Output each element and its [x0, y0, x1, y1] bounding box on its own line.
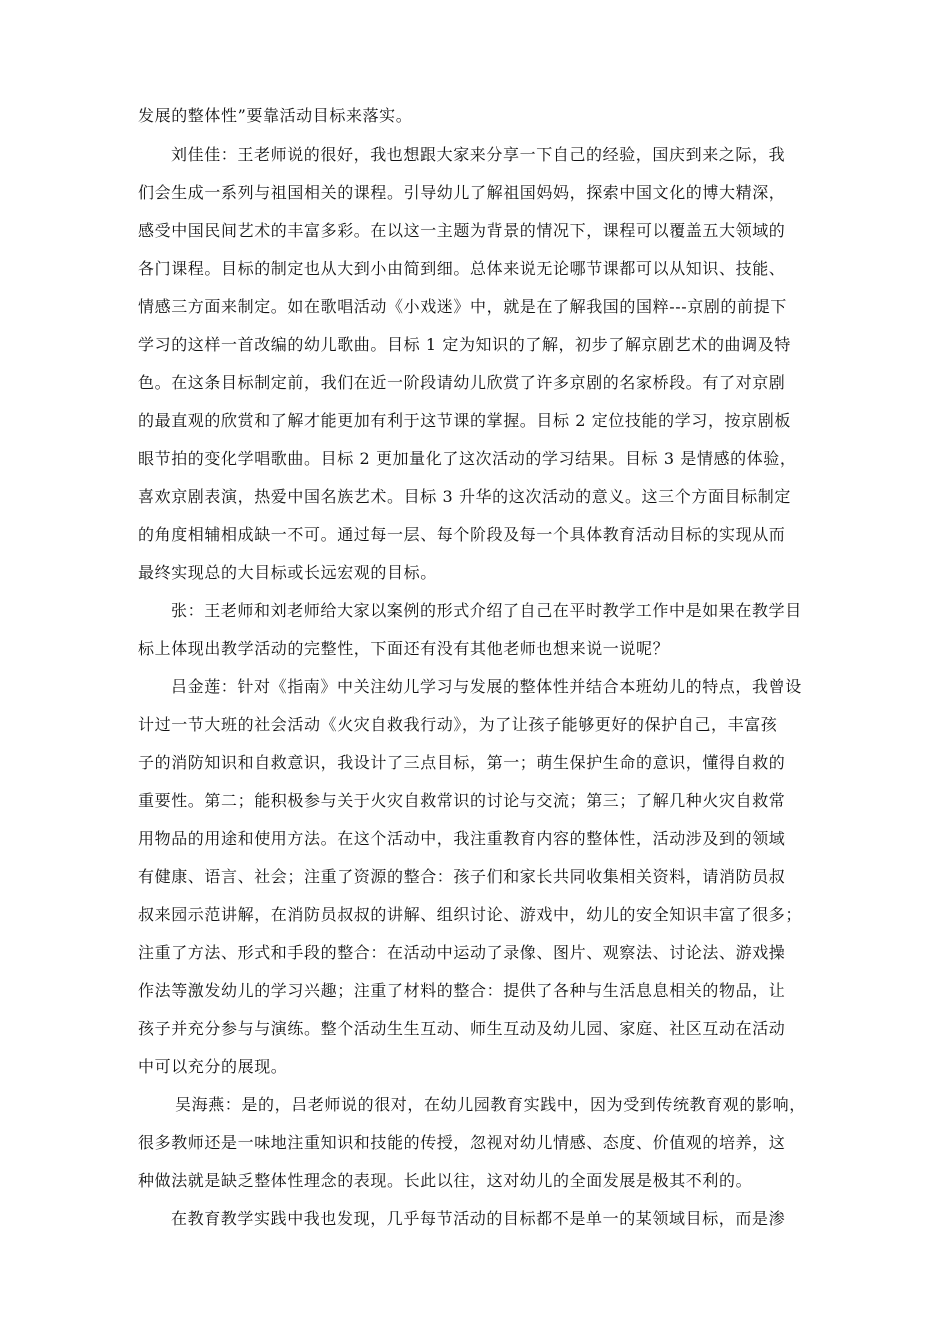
- text-line: 标上体现出教学活动的完整性，下面还有没有其他老师也想来说一说呢？: [138, 639, 670, 658]
- text-line: 张：王老师和刘老师给大家以案例的形式介绍了自己在平时教学工作中是如果在教学目: [171, 601, 802, 620]
- text-line: 喜欢京剧表演，热爱中国名族艺术。目标 3 升华的这次活动的意义。这三个方面目标制定: [138, 487, 791, 506]
- text-line: 计过一节大班的社会活动《火灾自救我行动》，为了让孩子能够更好的保护自己，丰富孩: [138, 715, 778, 734]
- text-line: 学习的这样一首改编的幼儿歌曲。目标 1 定为知识的了解，初步了解京剧艺术的曲调及特: [138, 335, 791, 354]
- text-line: 们会生成一系列与祖国相关的课程。引导幼儿了解祖国妈妈，探索中国文化的博大精深，: [138, 183, 786, 202]
- text-line: 重要性。第二；能积极参与关于火灾自救常识的讨论与交流；第三；了解几种火灾自救常: [138, 791, 786, 810]
- text-line: 刘佳佳：王老师说的很好，我也想跟大家来分享一下自己的经验，国庆到来之际，我: [171, 145, 786, 164]
- text-line: 孩子并充分参与与演练。整个活动生生互动、师生互动及幼儿园、家庭、社区互动在活动: [138, 1019, 786, 1038]
- text-line: 色。在这条目标制定前，我们在近一阶段请幼儿欣赏了许多京剧的名家桥段。有了对京剧: [138, 373, 786, 392]
- text-line: 注重了方法、形式和手段的整合：在活动中运动了录像、图片、观察法、讨论法、游戏操: [138, 943, 786, 962]
- text-line: 感受中国民间艺术的丰富多彩。在以这一主题为背景的情况下，课程可以覆盖五大领域的: [138, 221, 786, 240]
- text-line: 的最直观的欣赏和了解才能更加有利于这节课的掌握。目标 2 定位技能的学习，按京剧板: [138, 411, 791, 430]
- text-line: 用物品的用途和使用方法。在这个活动中，我注重教育内容的整体性，活动涉及到的领域: [138, 829, 786, 848]
- text-line: 最终实现总的大目标或长远宏观的目标。: [138, 563, 437, 582]
- text-line: 作法等激发幼儿的学习兴趣；注重了材料的整合：提供了各种与生活息息相关的物品，让: [138, 981, 786, 1000]
- text-line: 吴海燕：是的，吕老师说的很对，在幼儿园教育实践中，因为受到传统教育观的影响，: [175, 1095, 806, 1114]
- text-line: 吕金莲：针对《指南》中关注幼儿学习与发展的整体性并结合本班幼儿的特点，我曾设: [171, 677, 802, 696]
- text-line: 种做法就是缺乏整体性理念的表现。长此以往，这对幼儿的全面发展是极其不利的。: [138, 1171, 753, 1190]
- text-line: 发展的整体性”要靠活动目标来落实。: [138, 106, 413, 125]
- text-line: 中可以充分的展现。: [138, 1057, 288, 1076]
- text-line: 情感三方面来制定。如在歌唱活动《小戏迷》中，就是在了解我国的国粹---京剧的前提下: [138, 297, 787, 316]
- text-line: 在教育教学实践中我也发现，几乎每节活动的目标都不是单一的某领域目标，而是渗: [171, 1209, 786, 1228]
- text-line: 叔来园示范讲解，在消防员叔叔的讲解、组织讨论、游戏中，幼儿的安全知识丰富了很多；: [138, 905, 803, 924]
- text-line: 子的消防知识和自救意识，我设计了三点目标，第一；萌生保护生命的意识，懂得自救的: [138, 753, 786, 772]
- text-line: 很多教师还是一味地注重知识和技能的传授，忽视对幼儿情感、态度、价值观的培养，这: [138, 1133, 786, 1152]
- text-line: 各门课程。目标的制定也从大到小由简到细。总体来说无论哪节课都可以从知识、技能、: [138, 259, 786, 278]
- text-line: 眼节拍的变化学唱歌曲。目标 2 更加量化了这次活动的学习结果。目标 3 是情感的体验，: [138, 449, 797, 468]
- text-line: 的角度相辅相成缺一不可。通过每一层、每个阶段及每一个具体教育活动目标的实现从而: [138, 525, 786, 544]
- text-line: 有健康、语言、社会；注重了资源的整合：孩子们和家长共同收集相关资料，请消防员叔: [138, 867, 786, 886]
